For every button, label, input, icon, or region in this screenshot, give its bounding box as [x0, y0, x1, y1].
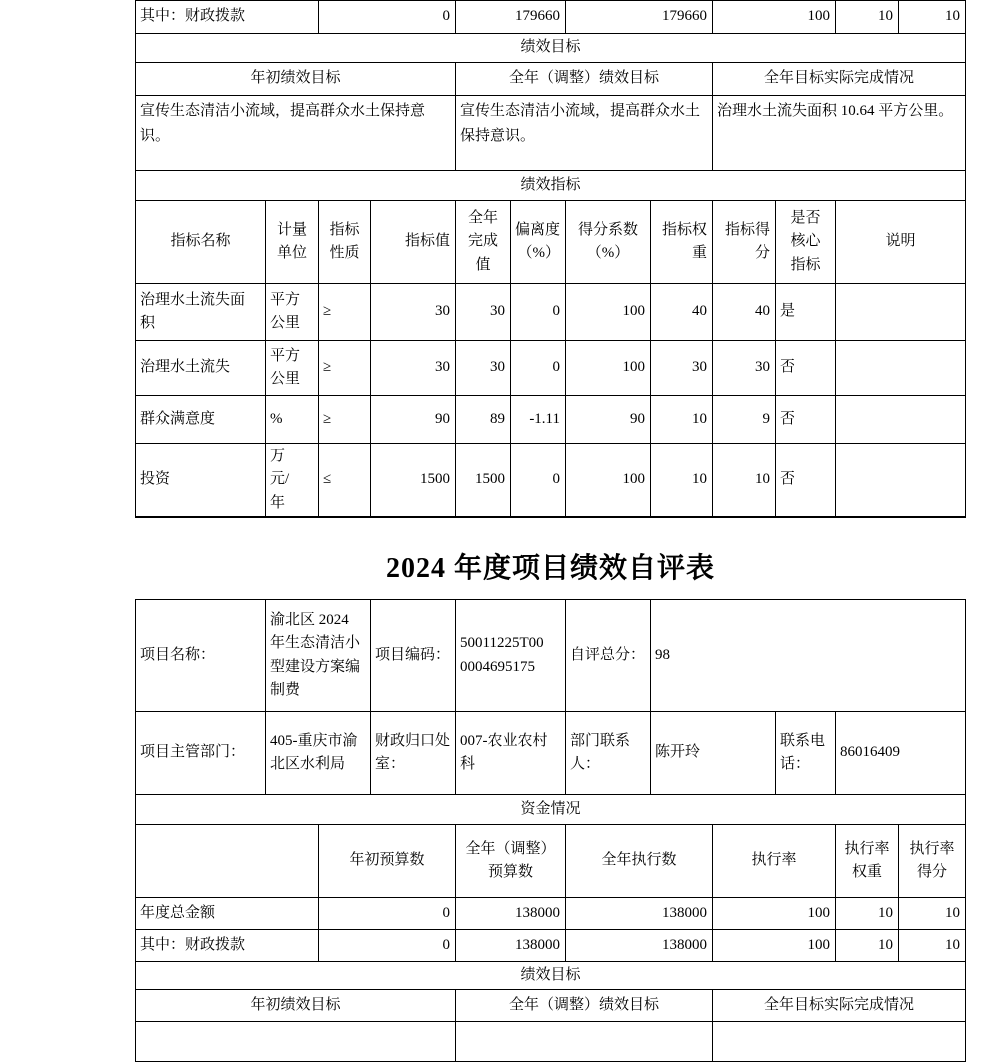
goal-actual-text-clipped: [713, 1022, 966, 1062]
indicator-name: 群众满意度: [136, 396, 266, 444]
col-header-score-coefficient: 得分系数（%）: [566, 201, 651, 284]
indicator-weight: 30: [651, 341, 713, 396]
indicator-coefficient: 90: [566, 396, 651, 444]
col-header-indicator-name: 指标名称: [136, 201, 266, 284]
table-row-clipped: [136, 1022, 966, 1062]
col-header-unit: 计量单位: [266, 201, 319, 284]
funding-row-label: 年度总金额: [136, 898, 319, 930]
execution-rate-value: 100: [713, 1, 836, 34]
goal-adjusted-text-clipped: [456, 1022, 713, 1062]
execution-rate-value: 100: [713, 898, 836, 930]
dept-label: 项目主管部门：: [136, 712, 266, 795]
initial-budget-value: 0: [319, 898, 456, 930]
col-header-completed-value: 全年完成值: [456, 201, 511, 284]
executed-value: 138000: [566, 898, 713, 930]
project-info-row: [136, 712, 966, 795]
col-header-deviation: 偏离度（%）: [511, 201, 566, 284]
col-header-core-indicator: 是否核心指标: [776, 201, 836, 284]
indicator-note: [836, 444, 966, 517]
indicator-weight: 10: [651, 444, 713, 517]
goal-header-initial: 年初绩效目标: [136, 990, 456, 1022]
initial-budget-value: 0: [319, 930, 456, 962]
execution-rate-value: 100: [713, 930, 836, 962]
contact-label: 部门联系人：: [566, 712, 651, 795]
self-eval-table-2024: [135, 599, 966, 1062]
indicator-score: 30: [713, 341, 776, 396]
indicator-coefficient: 100: [566, 284, 651, 341]
adjusted-budget-value: 179660: [456, 1, 566, 34]
indicator-score: 9: [713, 396, 776, 444]
indicator-unit: 平方公里: [266, 341, 319, 396]
adjusted-budget-value: 138000: [456, 930, 566, 962]
section-title-performance-indicators: 绩效指标: [136, 171, 966, 201]
indicator-nature: ≤: [319, 444, 371, 517]
phone-label: 联系电话：: [776, 712, 836, 795]
adjusted-budget-value: 138000: [456, 898, 566, 930]
indicator-score: 10: [713, 444, 776, 517]
indicator-target: 1500: [371, 444, 456, 517]
indicator-name: 治理水土流失: [136, 341, 266, 396]
rate-weight-value: 10: [836, 898, 899, 930]
indicator-header-row: [136, 201, 966, 284]
indicator-note: [836, 341, 966, 396]
indicator-score: 40: [713, 284, 776, 341]
col-header-initial-budget: 年初预算数: [319, 825, 456, 898]
funding-row: [136, 898, 966, 930]
section-title-performance-goals: 绩效目标: [136, 962, 966, 990]
indicator-deviation: -1.11: [511, 396, 566, 444]
col-header-rate-weight: 执行率权重: [836, 825, 899, 898]
rate-score-value: 10: [899, 1, 966, 34]
indicator-row: [136, 396, 966, 444]
indicator-row: [136, 341, 966, 396]
col-header-rate-score: 执行率得分: [899, 825, 966, 898]
indicator-target: 30: [371, 284, 456, 341]
page-title: 2024 年度项目绩效自评表: [385, 553, 715, 584]
table-row: [136, 63, 966, 96]
rate-weight-value: 10: [836, 1, 899, 34]
indicator-nature: ≥: [319, 341, 371, 396]
indicator-unit: 万元/年: [266, 444, 319, 517]
funding-detail-label: 其中：财政拨款: [136, 1, 319, 34]
indicator-row: [136, 444, 966, 517]
goal-header-actual: 全年目标实际完成情况: [713, 63, 966, 96]
indicator-name: 治理水土流失面积: [136, 284, 266, 341]
goal-header-adjusted: 全年（调整）绩效目标: [456, 990, 713, 1022]
indicator-target: 30: [371, 341, 456, 396]
office-value: 007-农业农村科: [456, 712, 566, 795]
project-code-value: 50011225T000004695175: [460, 635, 544, 675]
section-title-performance-goals: 绩效目标: [136, 34, 966, 63]
indicator-weight: 10: [651, 396, 713, 444]
col-header-adjusted-budget: 全年（调整）预算数: [456, 825, 566, 898]
funding-row-label: 其中：财政拨款: [136, 930, 319, 962]
executed-value: 179660: [566, 1, 713, 34]
initial-budget-value: 0: [319, 1, 456, 34]
indicator-done: 30: [456, 284, 511, 341]
col-header-executed: 全年执行数: [566, 825, 713, 898]
table-row: [136, 34, 966, 63]
indicator-note: [836, 284, 966, 341]
goal-initial-text-clipped: [136, 1022, 456, 1062]
table-row: [136, 962, 966, 990]
indicator-coefficient: 100: [566, 444, 651, 517]
table-row: [136, 1, 966, 34]
indicator-core-flag: 否: [776, 444, 836, 517]
contact-value: 陈开玲: [651, 712, 776, 795]
goal-initial-text: 宣传生态清洁小流域，提高群众水土保持意识。: [136, 96, 456, 171]
goal-header-adjusted: 全年（调整）绩效目标: [456, 63, 713, 96]
col-header-note: 说明: [836, 201, 966, 284]
indicator-target: 90: [371, 396, 456, 444]
office-label: 财政归口处室：: [371, 712, 456, 795]
self-score-value: 98: [651, 600, 966, 712]
indicator-deviation: 0: [511, 444, 566, 517]
indicator-deviation: 0: [511, 341, 566, 396]
phone-value: 86016409: [836, 712, 966, 795]
rate-weight-value: 10: [836, 930, 899, 962]
indicator-done: 30: [456, 341, 511, 396]
funding-header-empty: [136, 825, 319, 898]
table-row: [136, 171, 966, 201]
indicator-core-flag: 否: [776, 341, 836, 396]
dept-value: 405-重庆市渝北区水利局: [266, 712, 371, 795]
indicator-done: 1500: [456, 444, 511, 517]
executed-value: 138000: [566, 930, 713, 962]
indicator-coefficient: 100: [566, 341, 651, 396]
indicator-core-flag: 是: [776, 284, 836, 341]
col-header-score: 指标得分: [713, 201, 776, 284]
indicator-nature: ≥: [319, 284, 371, 341]
indicator-note: [836, 396, 966, 444]
col-header-nature: 指标性质: [319, 201, 371, 284]
indicator-weight: 40: [651, 284, 713, 341]
section-title-funding: 资金情况: [136, 795, 966, 825]
indicator-done: 89: [456, 396, 511, 444]
goal-header-initial: 年初绩效目标: [136, 63, 456, 96]
indicator-nature: ≥: [319, 396, 371, 444]
goal-adjusted-text: 宣传生态清洁小流域，提高群众水土保持意识。: [456, 96, 713, 171]
indicator-name: 投资: [136, 444, 266, 517]
self-eval-table-previous: [135, 0, 966, 518]
goal-header-actual: 全年目标实际完成情况: [713, 990, 966, 1022]
indicator-unit: %: [266, 396, 319, 444]
col-header-weight: 指标权重: [651, 201, 713, 284]
indicator-unit: 平方公里: [266, 284, 319, 341]
indicator-core-flag: 否: [776, 396, 836, 444]
project-code-label: 项目编码：: [371, 600, 456, 712]
goal-actual-text: 治理水土流失面积 10.64 平方公里。: [713, 96, 966, 171]
rate-score-value: 10: [899, 898, 966, 930]
rate-score-value: 10: [899, 930, 966, 962]
project-name-label: 项目名称：: [136, 600, 266, 712]
table-row: [136, 795, 966, 825]
project-name-value: 渝北区 2024 年生态清洁小型建设方案编制费: [266, 600, 371, 712]
table-row: [136, 990, 966, 1022]
self-score-label: 自评总分：: [566, 600, 651, 712]
funding-row: [136, 930, 966, 962]
col-header-target-value: 指标值: [371, 201, 456, 284]
indicator-deviation: 0: [511, 284, 566, 341]
project-info-row: [136, 600, 966, 712]
table-row: [136, 96, 966, 171]
indicator-row: [136, 284, 966, 341]
col-header-execution-rate: 执行率: [713, 825, 836, 898]
funding-header-row: [136, 825, 966, 898]
